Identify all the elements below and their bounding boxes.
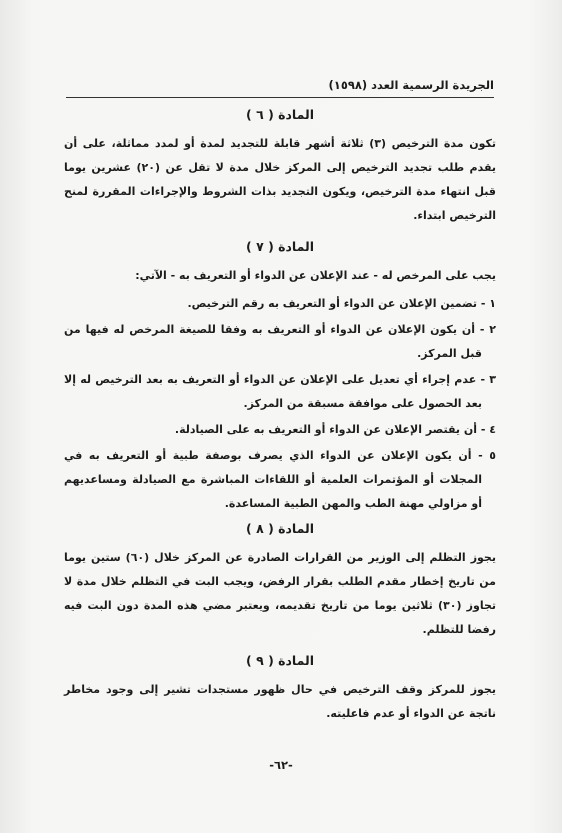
list-item: ٢ - أن يكون الإعلان عن الدواء أو التعريف به وفقا للصيغة المرخص له فيها من قبل المركز.	[64, 323, 496, 360]
list-item: ٥ - أن يكون الإعلان عن الدواء الذي يصرف بوصفة طبية أو التعريف به في المجلات أو المؤتمرات العلمية أو اللقاءات المباشرة مع الصيادلة ومساعديهم أو مزاولي مهنة الطب والمهن الطبية المساعدة.	[64, 449, 496, 510]
article-title: المادة ( ٧ )	[246, 239, 314, 254]
article-9	[64, 650, 496, 726]
article-title: المادة ( ٨ )	[246, 521, 314, 536]
article-6	[64, 104, 496, 228]
article-title: المادة ( ٦ )	[246, 107, 314, 122]
list-item: ٣ - عدم إجراء أي تعديل على الإعلان عن الدواء أو التعريف به بعد الترخيص له إلا بعد الحصول على موافقة مسبقة من المركز.	[64, 373, 496, 410]
page-number: -٦٢-	[269, 758, 293, 772]
article-8	[64, 518, 496, 642]
list-item: ٤ - أن يقتصر الإعلان عن الدواء أو التعريف به على الصيادلة.	[174, 423, 496, 436]
article-intro: يجب على المرخص له - عند الإعلان عن الدواء أو التعريف به - الآتي:	[135, 269, 496, 282]
article-body: يجوز التظلم إلى الوزير من القرارات الصادرة عن المركز خلال (٦٠) ستين يوما من تاريخ إخطار مقدم الطلب بقرار الرفض، ويجب البت في التظلم خلال مدة لا تجاوز (٣٠) ثلاثين يوما من تاريخ تقديمه، ويعتبر مضي هذه المدة دون البت فيه رفضا للتظلم.	[64, 551, 497, 636]
article-title: المادة ( ٩ )	[246, 653, 314, 668]
article-body: يجوز للمركز وقف الترخيص في حال ظهور مستجدات تشير إلى وجود مخاطر ناتجة عن الدواء أو عدم فاعليته.	[64, 683, 496, 720]
article-7	[64, 236, 496, 516]
article-body: تكون مدة الترخيص (٣) ثلاثة أشهر قابلة للتجديد لمدة أو لمدد مماثلة، على أن يقدم طلب تجديد الترخيص إلى المركز خلال مدة لا تقل عن (٢٠) عشرين يوما قبل انتهاء مدة الترخيص، ويكون التجديد بذات الشروط والإجراءات المقررة لمنح الترخيص ابتداء.	[64, 137, 497, 222]
gazette-header: الجريدة الرسمية العدد (١٥٩٨)	[66, 78, 494, 98]
page-content	[64, 104, 496, 734]
list-item: ١ - تضمين الإعلان عن الدواء أو التعريف به رقم الترخيص.	[187, 297, 496, 310]
